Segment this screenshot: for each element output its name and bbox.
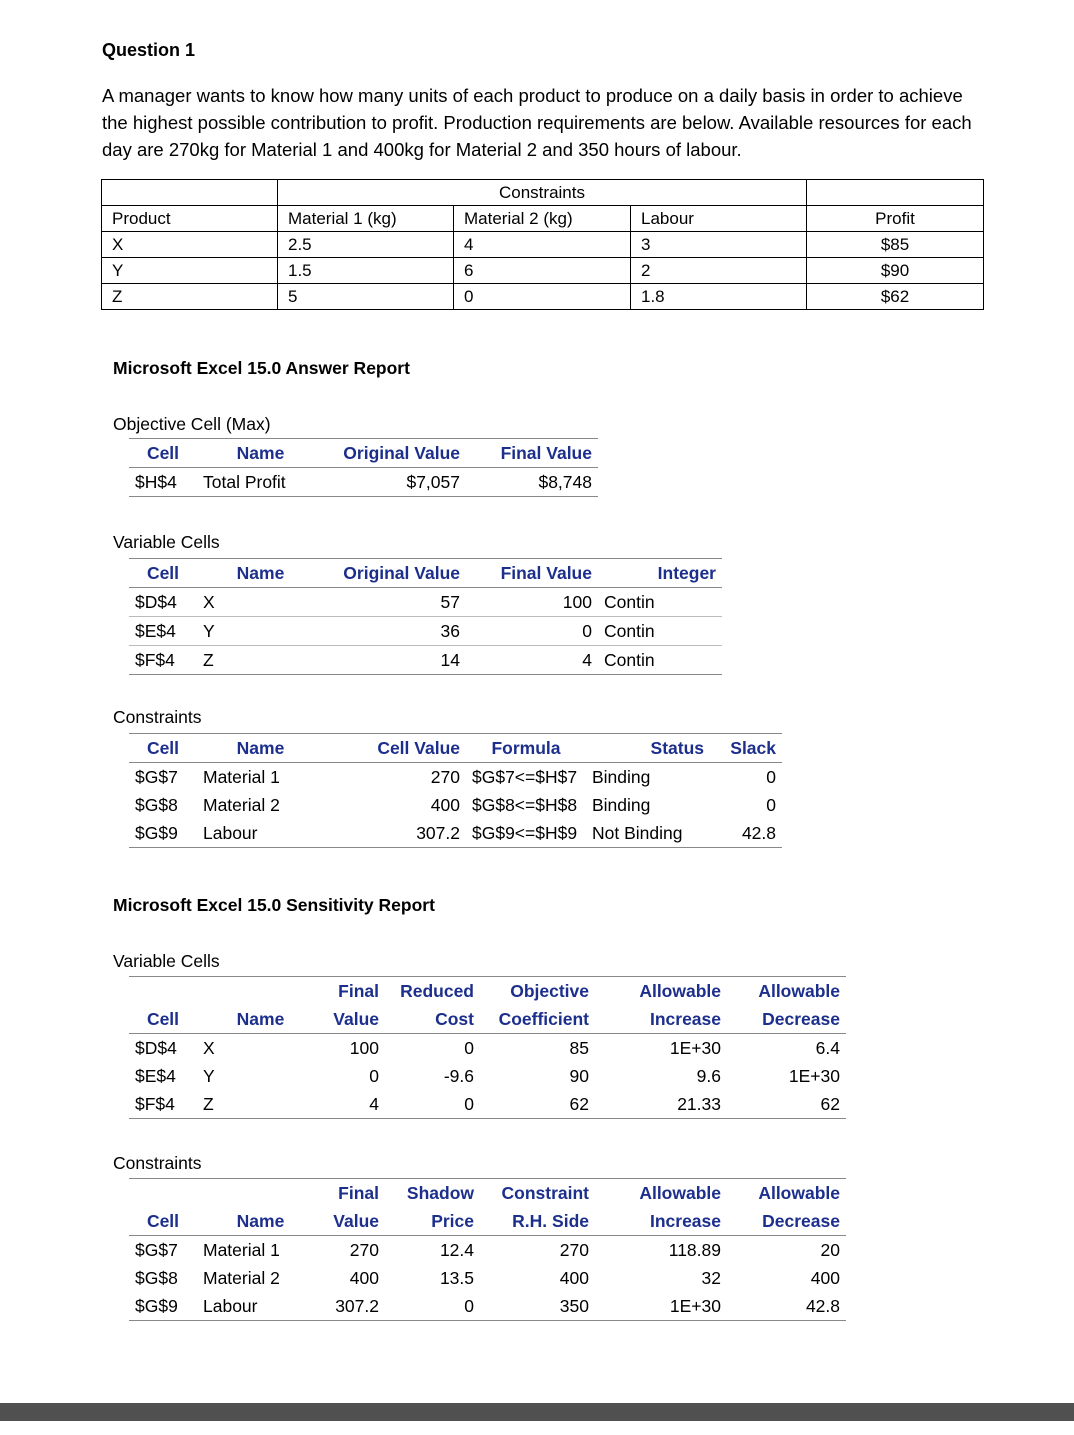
table-row: Y 1.5 6 2 $90 xyxy=(102,258,984,284)
header-product: Product xyxy=(102,206,278,232)
table-row: $D$4 X 57 100 Contin xyxy=(129,588,722,617)
header-material-1: Material 1 (kg) xyxy=(278,206,454,232)
objective-table: Cell Name Original Value Final Value $H$4 Total Profit $7,057 $8,748 xyxy=(129,438,598,497)
header-material-2: Material 2 (kg) xyxy=(454,206,631,232)
sensitivity-constraints-label: Constraints xyxy=(113,1153,202,1173)
answer-variables-table: Cell Name Original Value Final Value Integer $D$4 X 57 100 Contin $E$4 Y 36 0 Contin $F$4 Z 14 4 Contin xyxy=(129,558,722,675)
table-row: $G$8 Material 2 400 13.5 400 32 400 xyxy=(135,1267,840,1288)
question-body: A manager wants to know how many units of each product to produce on a daily basis in order to achieve the highest possible contribution to profit. Production requirements are below. Available resources for each day are 270kg for Material 1 and 400kg for Material 2 and 350 hours of labour. xyxy=(102,85,972,160)
table-row: $D$4 X 100 0 85 1E+30 6.4 xyxy=(135,1037,840,1058)
question-title: Question 1 xyxy=(102,40,196,60)
sensitivity-variable-cells-label: Variable Cells xyxy=(113,951,220,971)
table-row: $G$9 Labour 307.2 0 350 1E+30 42.8 xyxy=(129,1292,846,1321)
table-row: $G$7 Material 1 270 12.4 270 118.89 20 xyxy=(135,1239,840,1260)
answer-report-title: Microsoft Excel 15.0 Answer Report xyxy=(113,358,410,378)
header-labour: Labour xyxy=(631,206,807,232)
header-profit: Profit xyxy=(807,206,984,232)
answer-constraints-label: Constraints xyxy=(113,707,202,727)
sensitivity-variables-table: Final Reduced Objective Allowable Allowable Cell Name Value Cost Coefficient Increase Decrease $D$4 X 100 0 85 1E+30 6.4 $E$4 Y 0 -9.6 90 9.6 1E+30 $F$4 Z 4 0 62 21.33 62 xyxy=(129,976,846,1119)
constraints-group-header: Constraints xyxy=(278,180,807,206)
sensitivity-constraints-table: Final Shadow Constraint Allowable Allowable Cell Name Value Price R.H. Side Increase Decrease $G$7 Material 1 270 12.4 270 118.89 20 $G$8 Material 2 400 13.5 400 32 400 $G$9 Labour 307.2 0 350 1E+30 42.8 xyxy=(129,1178,846,1321)
sensitivity-report-title: Microsoft Excel 15.0 Sensitivity Report xyxy=(113,895,435,915)
table-row: X 2.5 4 3 $85 xyxy=(102,232,984,258)
variable-cells-label: Variable Cells xyxy=(113,532,220,552)
table-row: $F$4 Z 4 0 62 21.33 62 xyxy=(129,1090,846,1119)
product-table xyxy=(101,179,984,310)
objective-cell-label: Objective Cell (Max) xyxy=(113,414,271,434)
bottom-scrollbar[interactable] xyxy=(0,1403,1074,1421)
table-row: $G$8 Material 2 400 $G$8<=$H$8 Binding 0 xyxy=(135,794,776,815)
table-row: $G$9 Labour 307.2 $G$9<=$H$9 Not Binding 42.8 xyxy=(129,819,782,848)
table-row: $F$4 Z 14 4 Contin xyxy=(129,646,722,675)
table-row: $E$4 Y 36 0 Contin xyxy=(129,617,722,646)
table-row: Z 5 0 1.8 $62 xyxy=(102,284,984,310)
answer-constraints-table: Cell Name Cell Value Formula Status Slack $G$7 Material 1 270 $G$7<=$H$7 Binding 0 $G$8 Material 2 400 $G$8<=$H$8 Binding 0 $G$9 Labour 307.2 $G$9<=$H$9 Not Binding 42.8 xyxy=(129,733,782,848)
table-row: $H$4 Total Profit $7,057 $8,748 xyxy=(129,468,598,497)
table-row: $E$4 Y 0 -9.6 90 9.6 1E+30 xyxy=(135,1065,840,1086)
table-row: $G$7 Material 1 270 $G$7<=$H$7 Binding 0 xyxy=(135,766,776,787)
